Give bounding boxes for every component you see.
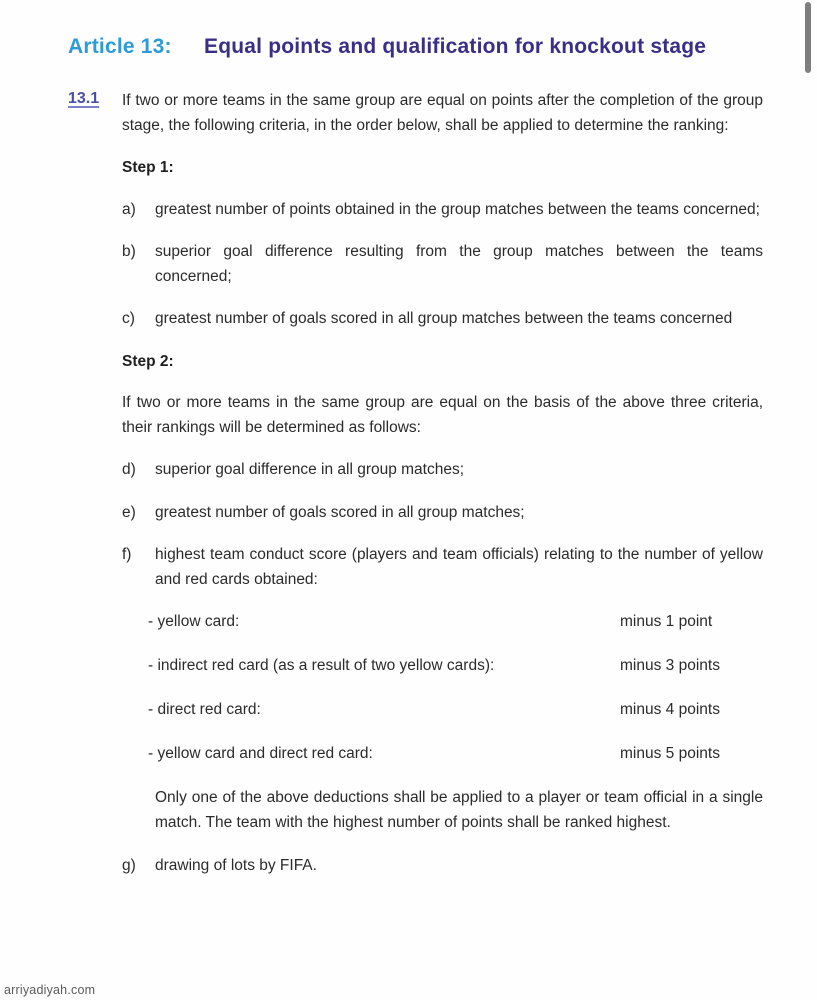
list-marker-f: f) [122,546,132,563]
list-item-d [122,458,763,483]
deduction-label: - yellow card and direct red card: [148,745,373,762]
list-marker-d: d) [122,461,136,478]
deduction-note-paragraph: Only one of the above deductions shall be applied to a player or team official in a single match. The team with the highest number of points shall be ranked highest. [155,789,763,831]
deduction-label: - indirect red card (as a result of two yellow cards): [148,657,495,674]
clause-number: 13.1 [68,90,100,107]
clause-intro-paragraph: If two or more teams in the same group are equal on points after the completion of the group stage, the following criteria, in the order below, shall be applied to determine the ranking: [122,92,763,134]
list-item-f [122,543,763,592]
deduction-row-direct-red-card [148,698,763,723]
deduction-row-yellow-and-direct-red [148,742,763,767]
list-marker-c: c) [122,310,135,327]
list-text-g: drawing of lots by FIFA. [155,857,317,874]
deduction-value: minus 5 points [620,745,720,762]
deduction-label: - yellow card: [148,613,240,630]
vertical-scrollbar-thumb[interactable] [805,2,811,73]
list-marker-a: a) [122,200,136,218]
step2-heading: Step 2: [122,352,174,370]
list-item-e [122,501,763,526]
deduction-value: minus 1 point [620,613,713,630]
article-number-label: Article 13: [68,35,172,58]
clause-body [122,89,763,897]
list-marker-b: b) [122,243,136,260]
list-item-a [122,198,763,223]
deduction-label: - direct red card: [148,701,261,718]
watermark-text: arriyadiyah.com [4,983,96,997]
card-deduction-table [148,610,763,767]
list-marker-e: e) [122,503,136,521]
list-item-g [122,854,763,879]
deduction-row-yellow-card [148,610,763,635]
list-text-d: superior goal difference in all group matches; [155,461,465,478]
article-header [68,30,763,63]
article-title: Equal points and qualification for knockout stage [204,35,707,58]
deduction-value: minus 4 points [620,701,720,718]
deduction-row-indirect-red-card [148,654,763,679]
list-text-b: superior goal difference resulting from the group matches between the teams concerned; [155,243,763,285]
deduction-value: minus 3 points [620,657,720,674]
list-item-c [122,307,763,332]
list-marker-g: g) [122,857,136,874]
step1-heading: Step 1: [122,159,174,176]
list-item-b [122,240,763,289]
list-text-a: greatest number of points obtained in the group matches between the teams concerned; [155,200,760,218]
clause-13-1 [68,89,763,897]
list-text-c: greatest number of goals scored in all group matches between the teams concerned [155,310,733,327]
list-text-e: greatest number of goals scored in all group matches; [155,503,525,521]
step2-intro-paragraph: If two or more teams in the same group are equal on the basis of the above three criteria, their rankings will be determined as follows: [122,394,763,436]
list-text-f: highest team conduct score (players and team officials) relating to the number of yellow and red cards obtained: [155,546,763,588]
